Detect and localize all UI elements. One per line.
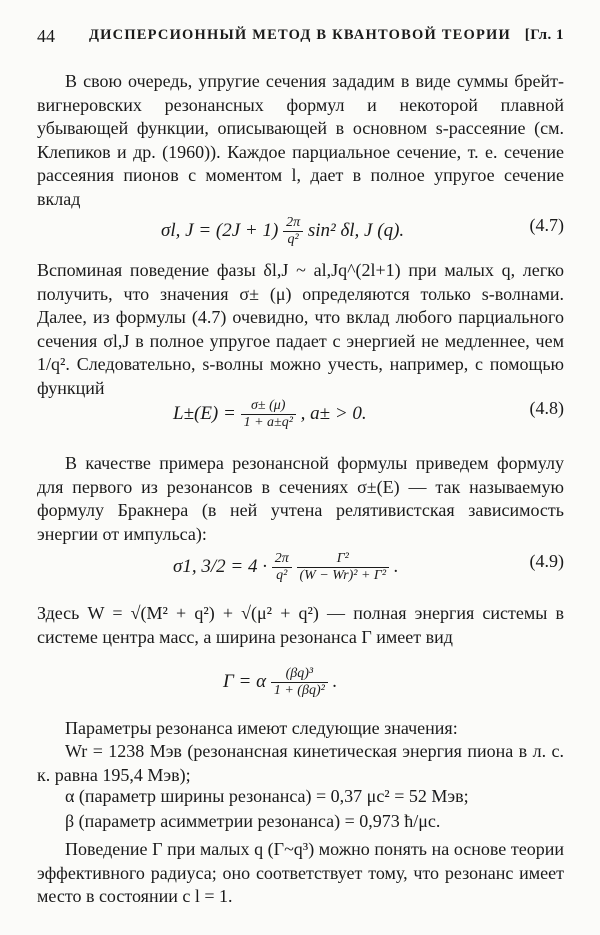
equation-4-7 bbox=[37, 207, 564, 247]
equation-gamma bbox=[37, 658, 564, 698]
paragraph-1: В свою очередь, упругие сечения зададим в виде суммы брейт-вигнеровских резонансных формул и некоторой плавной убывающей функции, описывающей в основном s-рассеяние (см. Клепиков и др. (1960)). Каждое парциальное сечение, т. е. сечение рассеяния пионов с моментом l, дает в полное упругое сечение вклад bbox=[37, 71, 564, 209]
eq49-fraction-2: $\frac{\text{Γ²}}{\text{(W − Wr)² + Γ²}}$ bbox=[297, 551, 390, 584]
eq49-lhs: σ1, 3/2 = 4 · bbox=[173, 555, 267, 577]
eq49-number: (4.9) bbox=[529, 551, 564, 571]
eq48-fraction: $\frac{\sigma\pm (\mu)}{\text{1 + a±q²}}$ bbox=[241, 398, 296, 431]
page-number: 44 bbox=[37, 26, 55, 46]
equation-4-8 bbox=[37, 390, 564, 430]
param-alpha: α (параметр ширины резонанса) = 0,37 μc² = 52 Мэв; bbox=[65, 786, 469, 806]
eq49-rhs: . bbox=[393, 555, 399, 577]
eqgamma-lhs: Γ = α bbox=[223, 670, 267, 692]
paragraph-4: Здесь W = √(M² + q²) + √(μ² + q²) — полная энергия системы в системе центра масс, а ширина резонанса Γ имеет вид bbox=[37, 603, 564, 647]
param-beta: β (параметр асимметрии резонанса) = 0,973 ħ/μc. bbox=[65, 811, 441, 831]
eq49-fraction-1: $\frac{2\pi}{\text{q²}}$ bbox=[272, 551, 292, 584]
eq47-lhs: σl, J = (2J + 1) bbox=[161, 219, 279, 241]
page-header bbox=[37, 22, 564, 50]
eqgamma-fraction: $\frac{\text{(βq)³}}{\text{1 + (βq)²}}$ bbox=[271, 666, 328, 699]
running-title: ДИСПЕРСИОННЫЙ МЕТОД В КВАНТОВОЙ ТЕОРИИ bbox=[89, 27, 511, 43]
eq48-number: (4.8) bbox=[529, 398, 564, 418]
param-wr: Wr = 1238 Мэв (резонансная кинетическая энергия пиона в л. с. к. равна 195,4 Мэв); bbox=[37, 741, 564, 785]
eq47-fraction: $\frac{2\pi}{\text{q²}}$ bbox=[283, 215, 303, 248]
chapter-ref: [Гл. 1 bbox=[524, 27, 564, 43]
paragraph-2: Вспоминая поведение фазы δl,J ~ al,Jq^(2l+1) при малых q, легко получить, что значения σ± (μ) определяются только s-волнами. Далее, из формулы (4.7) очевидно, что вклад любого парциального сечения σl,J в полное упругое падает с энергией не медленнее, чем 1/q². Следовательно, s-волны можно учесть, например, с помощью функций bbox=[37, 260, 564, 398]
params-title: Параметры резонанса имеют следующие значения: bbox=[65, 718, 458, 738]
equation-4-9 bbox=[37, 543, 564, 583]
eq47-rhs: sin² δl, J (q). bbox=[307, 219, 405, 241]
paragraph-3: В качестве примера резонансной формулы приведем формулу для первого из резонансов в сечениях σ±(E) — так называемую формулу Бракнера (в ней учтена релятивистская зависимость энергии от импульса): bbox=[37, 453, 564, 544]
eq48-lhs: L±(E) = bbox=[173, 402, 236, 424]
eq48-rhs: , a± > 0. bbox=[300, 402, 367, 424]
eqgamma-rhs: . bbox=[332, 670, 338, 692]
paragraph-6: Поведение Γ при малых q (Γ~q³) можно понять на основе теории эффективного радиуса; оно соответствует тому, что резонанс имеет место в состоянии с l = 1. bbox=[37, 839, 564, 906]
eq47-number: (4.7) bbox=[529, 215, 564, 235]
